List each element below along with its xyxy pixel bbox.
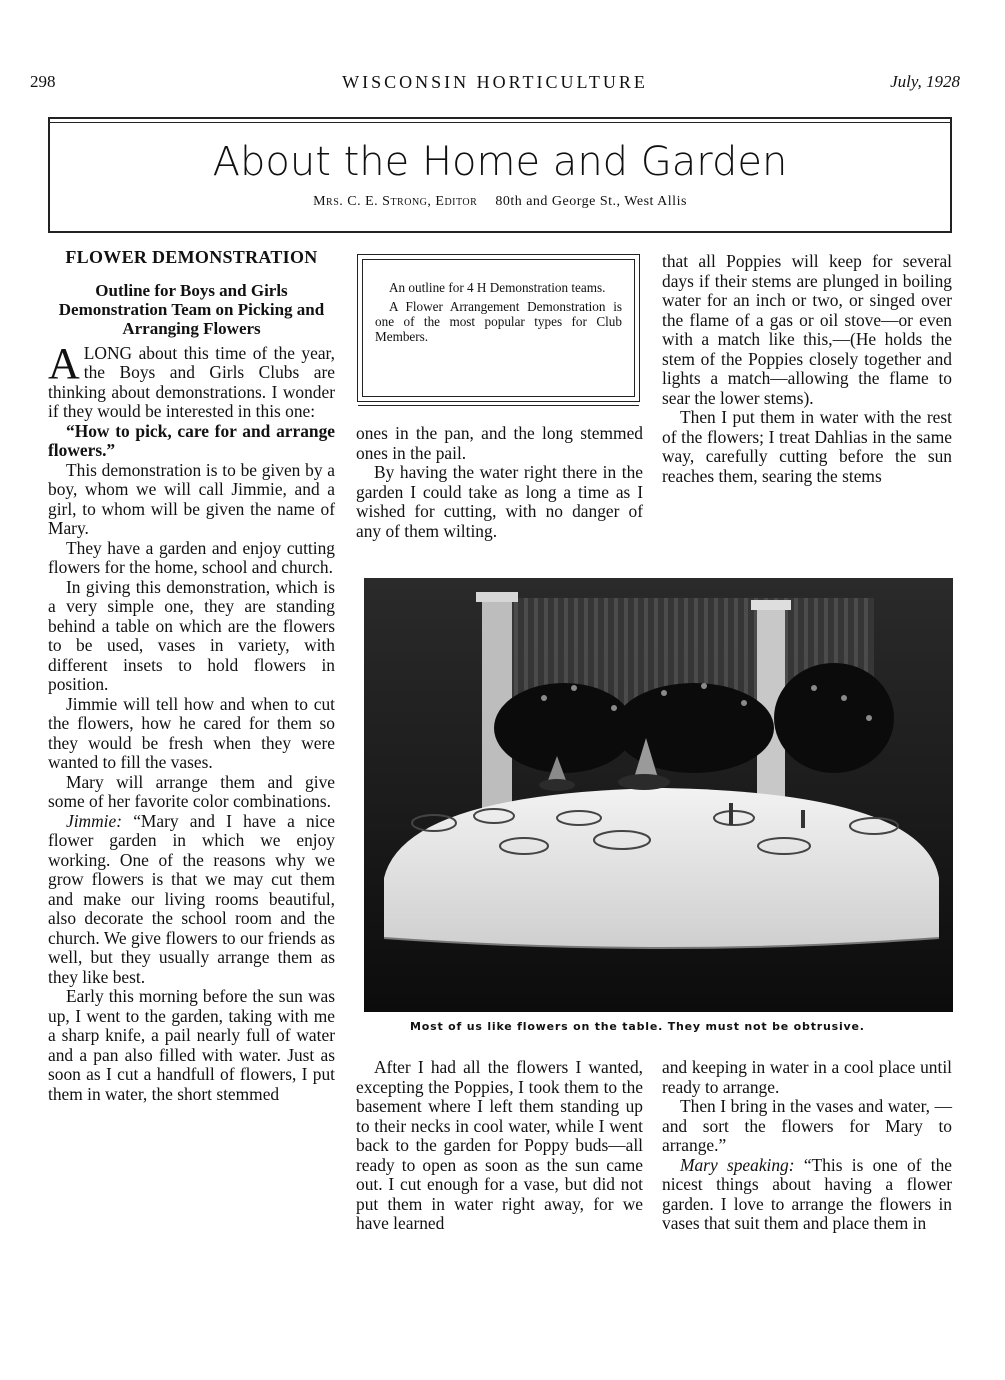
editor-name: Mrs. C. E. Strong, Editor — [313, 194, 478, 209]
paragraph: ones in the pan, and the long stemmed ones in the pail. — [356, 423, 643, 463]
speaker-label: Mary speaking: — [680, 1154, 795, 1175]
page-number: 298 — [30, 72, 56, 91]
paragraph: Jimmie will tell how and when to cut the flowers, how he cared for them so they would be fresh when they were wanted to fill the vases. — [48, 693, 335, 772]
article-column-2-top — [356, 424, 643, 541]
note-line: A Flower Arrangement Demonstration is one of the most popular types for Club Members. — [375, 299, 622, 344]
paragraph: Early this morning before the sun was up, I went to the garden, taking with me a sharp knife, a pail nearly full of water and a pan also filled with water. Just as soon as I cut a handfull of flowers, I put them in water, the short stemmed — [48, 986, 335, 1104]
running-header — [30, 72, 960, 98]
paragraph: This demonstration is to be given by a boy, whom we will call Jimmie, and a girl, to whom will be given the name of Mary. — [48, 459, 335, 538]
article-heading: FLOWER DEMONSTRATION — [65, 247, 318, 267]
article-column-3-bottom — [662, 1058, 952, 1234]
journal-title: WISCONSIN HORTICULTURE — [342, 72, 648, 92]
department-masthead — [48, 117, 952, 233]
paragraph-topic: “How to pick, care for and arrange flowers.” — [48, 420, 335, 460]
table-setting-photo — [364, 578, 953, 1012]
paragraph: By having the water right there in the garden I could take as long a time as I wished for cutting, with no danger of any of them wilting. — [356, 462, 643, 541]
paragraph: They have a garden and enjoy cutting flowers for the home, school and church. — [48, 537, 335, 577]
paragraph: Then I put them in water with the rest of the flowers; I treat Dahlias in the same way, carefully cutting before the sun reaches them, searing the stems — [662, 407, 952, 486]
paragraph: Mary will arrange them and give some of her favorite color combinations. — [48, 771, 335, 811]
editor-address: 80th and George St., West Allis — [495, 194, 687, 209]
paragraph-intro: ALONG about this time of the year, the Boys and Girls Clubs are thinking about demonstrations. I wonder if they would be interested in this one: — [48, 338, 335, 421]
paragraph: In giving this demonstration, which is a very simple one, they are standing behind a table on which are the flowers to be used, vases in variety, with different insets to hold flowers in position. — [48, 576, 335, 694]
issue-date: July, 1928 — [890, 72, 960, 91]
table-setting-illustration — [364, 578, 953, 1012]
outline-note-box — [357, 254, 640, 402]
speaker-label: Jimmie: — [66, 810, 123, 831]
paragraph-jimmie: Jimmie: “Mary and I have a nice flower garden in which we enjoy working. One of the reasons why we grow flowers is that we may cut them and make our living rooms beautiful, also decorate the school room and the church. We give flowers to our friends as well, but they usually arrange them as they like best. — [48, 810, 335, 987]
outline-note-inner — [362, 259, 635, 397]
paragraph: After I had all the flowers I wanted, excepting the Poppies, I took them to the basement where I left them standing up to their necks in cool water, while I went back to the garden for Poppy buds—all ready to open as soon as the sun came out. I cut enough for a vase, but did not put them in water right away, for we have learned — [356, 1057, 643, 1233]
department-title: About the Home and Garden — [212, 139, 788, 185]
drop-cap: A — [48, 338, 80, 388]
paragraph-mary: Mary speaking: “This is one of the nicest things about having a flower garden. I love to arrange the flowers in vases that suit them and place them in — [662, 1154, 952, 1233]
photo-caption: Most of us like flowers on the table. They must not be obtrusive. — [410, 1020, 865, 1033]
article-column-3-top — [662, 252, 952, 486]
article-subheading: Outline for Boys and Girls Demonstration Team on Picking and Arranging Flowers — [58, 280, 325, 338]
paragraph: that all Poppies will keep for several days if their stems are plunged in boiling water for an inch or two, or singed over the flame of a gas or oil stove—or even with a match like this,—(He holds the stem of the Poppies closely together and lights a match—allowing the flame to sear the lower stems). — [662, 251, 952, 408]
editor-byline — [50, 194, 950, 210]
note-line: An outline for 4 H Demonstration teams. — [389, 280, 606, 295]
article-column-1 — [48, 248, 335, 1104]
article-column-2-bottom — [356, 1058, 643, 1234]
box-rule — [358, 405, 639, 406]
masthead-rule — [48, 122, 952, 123]
paragraph: and keeping in water in a cool place until ready to arrange. — [662, 1057, 952, 1097]
paragraph: Then I bring in the vases and water, —and sort the flowers for Mary to arrange.” — [662, 1096, 952, 1155]
